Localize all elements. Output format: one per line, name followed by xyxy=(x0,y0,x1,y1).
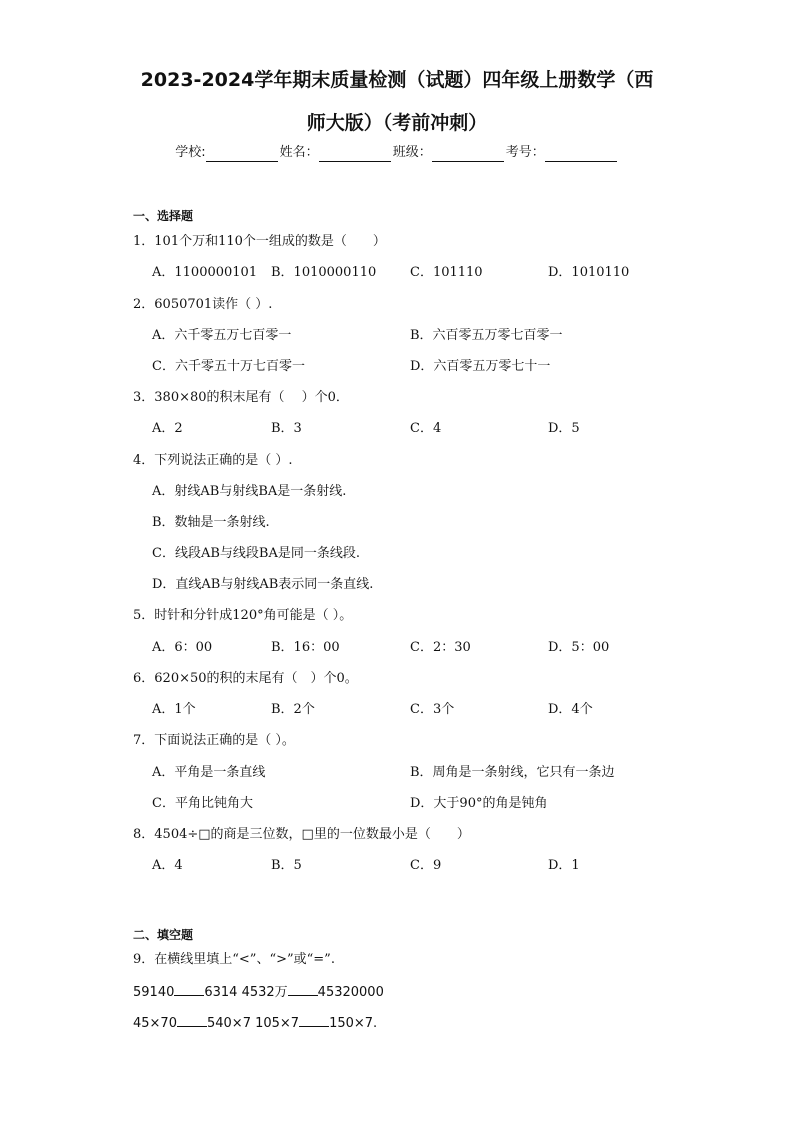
question-9-stem: 9．在横线里填上“<”、“>”或“=”. xyxy=(133,952,335,967)
question-2-option-c[interactable]: C．六千零五十万七百零一 xyxy=(152,359,305,374)
question-2-option-b[interactable]: B．六百零五万零七百零一 xyxy=(410,328,563,343)
question-4-stem: 4．下列说法正确的是（ ）. xyxy=(133,453,293,468)
question-6-option-d[interactable]: D．4个 xyxy=(548,702,593,717)
q9-line2-part-c: 150×7. xyxy=(329,1016,378,1031)
question-1-stem: 1．101个万和110个一组成的数是（ ） xyxy=(133,234,386,249)
question-4-option-d[interactable]: D．直线AB与射线AB表示同一条直线. xyxy=(152,577,374,592)
question-5-option-d[interactable]: D．5：00 xyxy=(548,640,610,655)
question-4-option-c[interactable]: C．线段AB与线段BA是同一条线段. xyxy=(152,546,360,561)
question-6-option-b[interactable]: B．2个 xyxy=(271,702,315,717)
question-6-option-a[interactable]: A．1个 xyxy=(152,702,196,717)
q9-line2-part-a: 45×70 xyxy=(133,1016,177,1031)
question-3-stem: 3．380×80的积末尾有（ ）个0． xyxy=(133,390,349,405)
question-8-option-d[interactable]: D．1 xyxy=(548,858,580,873)
question-7-option-b[interactable]: B．周角是一条射线，它只有一条边 xyxy=(410,765,615,780)
name-blank[interactable] xyxy=(319,147,391,162)
question-1-option-c[interactable]: C．101110 xyxy=(410,265,483,280)
section-fill-title: 二、填空题 xyxy=(133,928,194,942)
exam-no-blank[interactable] xyxy=(545,147,617,162)
class-field xyxy=(393,144,506,162)
school-field xyxy=(175,144,279,162)
question-9-line-1 xyxy=(133,983,384,1002)
question-2-option-a[interactable]: A．六千零五万七百零一 xyxy=(152,328,292,343)
q9-blank-4[interactable] xyxy=(299,1014,329,1027)
q9-line1-part-c: 45320000 xyxy=(317,985,384,1000)
question-9-line-2 xyxy=(133,1014,377,1033)
exam-no-field xyxy=(506,144,619,162)
student-info-row xyxy=(0,144,794,162)
name-label: 姓名： xyxy=(279,145,319,160)
school-blank[interactable] xyxy=(206,147,278,162)
q9-line2-part-b: 540×7 105×7 xyxy=(206,1016,300,1031)
q9-blank-3[interactable] xyxy=(177,1014,207,1027)
question-7-option-a[interactable]: A．平角是一条直线 xyxy=(152,765,266,780)
question-5-option-b[interactable]: B．16：00 xyxy=(271,640,340,655)
class-blank[interactable] xyxy=(432,147,504,162)
question-6-stem: 6．620×50的积的末尾有（ ）个0。 xyxy=(133,671,358,686)
question-1-option-d[interactable]: D．1010110 xyxy=(548,265,630,280)
page-title-line-1: 2023-2024学年期末质量检测（试题）四年级上册数学（西 xyxy=(140,69,654,91)
question-7-option-d[interactable]: D．大于90°的角是钝角 xyxy=(410,796,548,811)
question-8-option-b[interactable]: B．5 xyxy=(271,858,302,873)
question-2-option-d[interactable]: D．六百零五万零七十一 xyxy=(410,359,551,374)
question-3-option-c[interactable]: C．4 xyxy=(410,421,442,436)
question-4-option-a[interactable]: A．射线AB与射线BA是一条射线. xyxy=(152,484,347,499)
section-choice-title: 一、选择题 xyxy=(133,209,194,223)
question-1-option-b[interactable]: B．1010000110 xyxy=(271,265,377,280)
question-3-option-a[interactable]: A．2 xyxy=(152,421,183,436)
page-title-line-2: 师大版）（考前冲刺） xyxy=(306,112,488,134)
question-1-option-a[interactable]: A．1100000101 xyxy=(152,265,258,280)
question-2-stem: 2．6050701读作（ ）. xyxy=(133,297,273,312)
question-6-option-c[interactable]: C．3个 xyxy=(410,702,455,717)
exam-no-label: 考号： xyxy=(505,145,545,160)
question-8-option-a[interactable]: A．4 xyxy=(152,858,183,873)
question-7-stem: 7．下面说法正确的是（ ）。 xyxy=(133,733,295,748)
q9-blank-2[interactable] xyxy=(288,983,318,996)
question-8-stem: 8．4504÷□的商是三位数，□里的一位数最小是（ ） xyxy=(133,827,470,842)
question-5-option-c[interactable]: C．2：30 xyxy=(410,640,471,655)
question-7-option-c[interactable]: C．平角比钝角大 xyxy=(152,796,253,811)
question-8-option-c[interactable]: C．9 xyxy=(410,858,442,873)
q9-blank-1[interactable] xyxy=(174,983,204,996)
class-label: 班级： xyxy=(392,145,432,160)
question-5-option-a[interactable]: A．6：00 xyxy=(152,640,213,655)
question-3-option-b[interactable]: B．3 xyxy=(271,421,302,436)
question-3-option-d[interactable]: D．5 xyxy=(548,421,580,436)
q9-line1-part-a: 59140 xyxy=(133,985,175,1000)
question-4-option-b[interactable]: B．数轴是一条射线. xyxy=(152,515,270,530)
name-field xyxy=(280,144,393,162)
question-5-stem: 5．时针和分针成120°角可能是（ ）。 xyxy=(133,608,353,623)
q9-line1-part-b: 6314 4532万 xyxy=(204,985,288,1000)
school-label: 学校: xyxy=(175,145,206,160)
